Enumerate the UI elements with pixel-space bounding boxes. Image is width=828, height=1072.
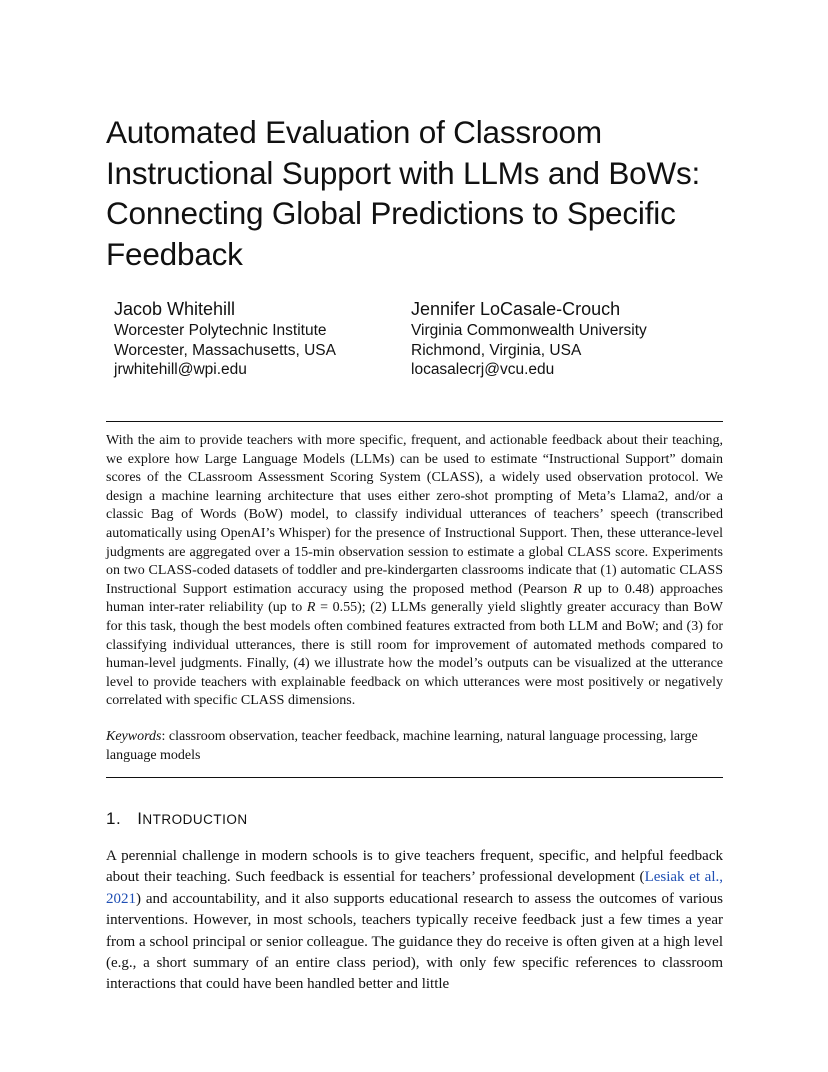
author-location: Worcester, Massachusetts, USA [114,341,336,359]
author-location: Richmond, Virginia, USA [411,341,582,359]
keywords-label: Keywords [106,729,162,744]
section-heading [106,808,248,831]
title-line: Feedback [106,235,243,272]
divider [106,421,723,422]
section-title-rest: NTRODUCTION [142,812,248,827]
intro-text: A perennial challenge in modern schools is to give teachers frequent, specific, and helpful feedback about their teaching. Such feedback is essential for teachers’ professional development ( [106,848,723,886]
citation-link[interactable]: Lesiak et al., 2021 [106,869,723,907]
paper-title [106,112,746,274]
author-affiliation: Virginia Commonwealth University [411,322,647,339]
keywords-text: : classroom observation, teacher feedback, machine learning, natural language processing, large language models [106,729,698,763]
title-line: Instructional Support with LLMs and BoWs: [106,154,701,191]
author-affiliation: Worcester Polytechnic Institute [114,322,327,339]
intro-paragraph [106,846,723,996]
keywords [106,728,723,765]
intro-text: ) and accountability, and it also supports educational research to assess the outcomes of various interventions. However, in most schools, teachers typically receive feedback just a few times a year from a school principal or senior colleague. The guidance they do receive is often given at a high level (e.g., a short summary of an entire class period), with only few specific references to classroom interactions that could have been handled better and little [106,890,723,993]
author-email[interactable]: locasalecrj@vcu.edu [411,361,555,378]
author-email[interactable]: jrwhitehill@wpi.edu [114,361,247,378]
abstract-text: ) approaches human inter-rater reliability (up to [106,581,723,616]
section-title-initial: I [137,809,143,828]
divider [106,777,723,778]
title-line: Connecting Global Predictions to Specific [106,195,676,231]
math-value: 0.48 [624,581,650,597]
math-symbol: R [573,581,582,597]
author-name: Jacob Whitehill [114,299,236,319]
math-value: = 0.55 [315,600,358,616]
title-line: Automated Evaluation of Classroom [106,114,602,150]
abstract-text: up to [581,581,625,597]
section-number: 1. [106,809,122,828]
abstract [106,432,723,711]
abstract-text: With the aim to provide teachers with more specific, frequent, and actionable feedback about their teaching, we explore how Large Language Models (LLMs) can be used to estimate “Instructional Support” domain scores of the CLassroom Assessment Scoring System (CLASS), a widely used observation protocol. We design a machine learning architecture that uses either zero-shot prompting of Meta’s Llama2, and/or a classic Bag of Words (BoW) model, to classify individual utterances of teachers’ speech (transcribed automatically using OpenAI’s Whisper) for the presence of Instructional Support. Then, these utterance-level judgments are aggregated over a 15-min observation session to estimate a global CLASS score. Experiments on two CLASS-coded datasets of toddler and pre-kindergarten classrooms indicate that (1) automatic CLASS Instructional Support estimation accuracy using the proposed method (Pearson [106,433,723,597]
author-name: Jennifer LoCasale-Crouch [411,299,621,319]
abstract-text: ); (2) LLMs generally yield slightly greater accuracy than BoW for this task, though the best models often combined features extracted from both LLM and BoW; and (3) for classifying individual utterances, there is still room for improvement of automated methods compared to human-level judgments. Finally, (4) we illustrate how the model’s outputs can be visualized at the utterance level to provide teachers with explainable feedback on which utterances were most positively or negatively correlated with specific CLASS dimensions. [106,600,723,709]
author-block [114,297,336,380]
author-block [411,297,647,380]
math-symbol: R [306,600,316,616]
